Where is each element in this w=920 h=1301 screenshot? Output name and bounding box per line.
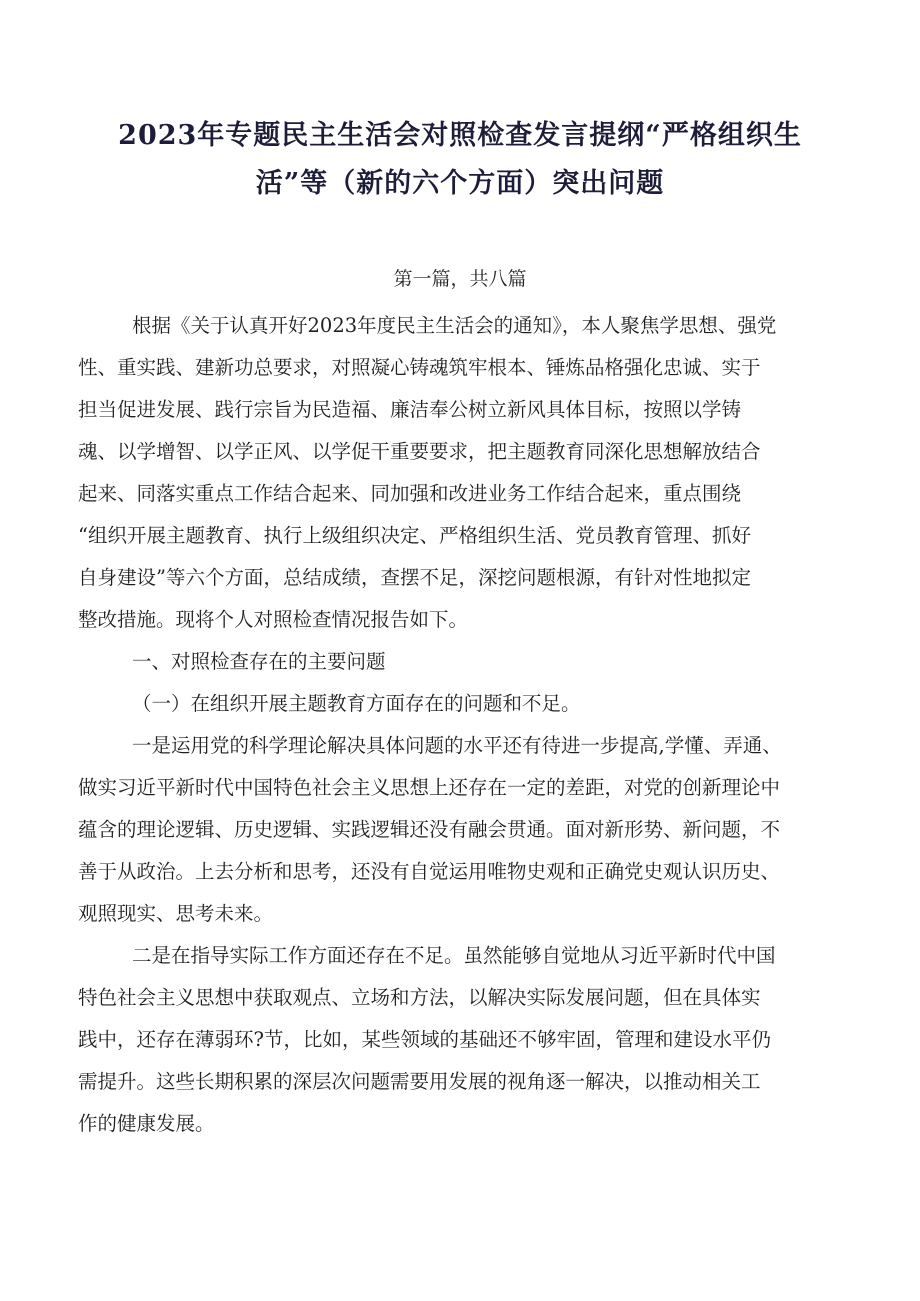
paragraph-line: 作的健康发展。 bbox=[78, 1112, 215, 1135]
paragraph-line: 整改措施。现将个人对照检查情况报告如下。 bbox=[78, 608, 469, 631]
section-heading: 一、对照检查存在的主要问题 bbox=[132, 650, 386, 673]
subsection-heading: （一）在组织开展主题教育方面存在的问题和不足。 bbox=[132, 692, 581, 715]
paragraph-line: 二是在指导实际工作方面还存在不足。虽然能够自觉地从习近平新时代中国 bbox=[132, 944, 776, 967]
paragraph-line: 观照现实、思考未来。 bbox=[78, 902, 274, 925]
paragraph-line: 特色社会主义思想中获取观点、立场和方法，以解决实际发展问题，但在具体实 bbox=[78, 986, 761, 1009]
paragraph-line: 魂、以学增智、以学正风、以学促干重要要求，把主题教育同深化思想解放结合 bbox=[78, 440, 761, 463]
paragraph-line: 担当促进发展、践行宗旨为民造福、廉洁奉公树立新风具体目标，按照以学铸 bbox=[78, 398, 742, 421]
paragraph-line: 自身建设”等六个方面，总结成绩，查摆不足，深挖问题根源，有针对性地拟定 bbox=[78, 566, 751, 589]
paragraph-line: 需提升。这些长期积累的深层次问题需要用发展的视角逐一解决，以推动相关工 bbox=[78, 1070, 761, 1093]
paragraph-line: 做实习近平新时代中国特色社会主义思想上还存在一定的差距，对党的创新理论中 bbox=[78, 776, 781, 799]
paragraph-line: 善于从政治。上去分析和思考，还没有自觉运用唯物史观和正确党史观认识历史、 bbox=[78, 860, 781, 883]
paragraph-line: 蕴含的理论逻辑、历史逻辑、实践逻辑还没有融会贯通。面对新形势、新问题，不 bbox=[78, 818, 781, 841]
paragraph-line: 根据《关于认真开好2023年度民主生活会的通知》，本人聚焦学思想、强党 bbox=[132, 314, 777, 337]
part-label: 第一篇，共八篇 bbox=[393, 268, 527, 290]
paragraph-line: 起来、同落实重点工作结合起来、同加强和改进业务工作结合起来，重点围绕 bbox=[78, 482, 742, 505]
title-line-1: 2023年专题民主生活会对照检查发言提纲“严格组织生 bbox=[118, 120, 802, 151]
paragraph-line: 性、重实践、建新功总要求，对照凝心铸魂筑牢根本、锤炼品格强化忠诚、实于 bbox=[78, 356, 761, 379]
paragraph-line: 一是运用党的科学理论解决具体问题的水平还有待进一步提高,学懂、弄通、 bbox=[132, 734, 782, 757]
document-title bbox=[60, 112, 860, 208]
title-line-2: 活”等（新的六个方面）突出问题 bbox=[255, 168, 665, 199]
paragraph-line: “组织开展主题教育、执行上级组织决定、严格组织生活、党员教育管理、抓好 bbox=[78, 524, 751, 547]
paragraph-line: 践中，还存在薄弱环?节，比如，某些领域的基础还不够牢固，管理和建设水平仍 bbox=[78, 1028, 771, 1051]
